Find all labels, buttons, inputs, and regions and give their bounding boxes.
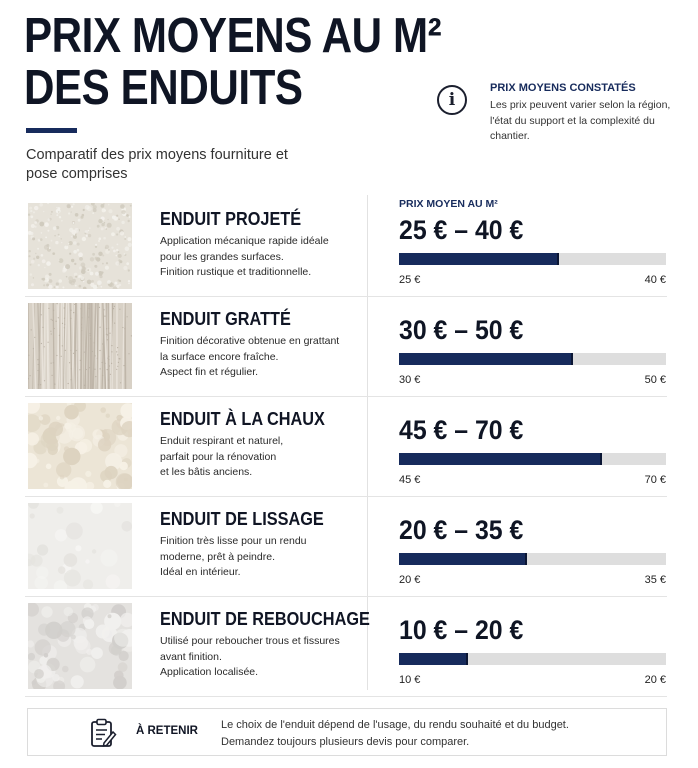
row-divider [25, 396, 667, 397]
row-description-line: Idéal en intérieur. [160, 566, 241, 578]
row-description-line: Finition très lisse pour un rendu [160, 535, 307, 547]
clipboard-icon [89, 718, 117, 748]
retain-label: À RETENIR [136, 725, 198, 737]
price-min: 30 € [399, 374, 421, 386]
price-min: 25 € [399, 274, 421, 286]
price-row [0, 398, 698, 498]
row-description-line: moderne, prêt à peindre. [160, 550, 275, 563]
row-divider [25, 696, 667, 697]
price-max: 35 € [644, 574, 666, 586]
price-bar-track [399, 453, 666, 465]
info-text: Les prix peuvent varier selon la région, l'état du support et la complexité du chantier. [490, 99, 671, 142]
texture-image [28, 603, 132, 689]
price-bar-fill [399, 653, 468, 665]
texture-image [28, 503, 132, 589]
price-max: 20 € [644, 674, 666, 686]
retain-text [221, 717, 569, 751]
row-description-line: Finition décorative obtenue en grattant [160, 335, 340, 347]
price-range: 25 € – 40 € [399, 215, 524, 245]
texture-image [28, 403, 132, 489]
row-title: ENDUIT PROJETÉ [160, 208, 302, 229]
subtitle: Comparatif des prix moyens fourniture et pose comprises [26, 147, 288, 182]
price-row [0, 198, 698, 298]
price-row [0, 498, 698, 598]
row-description [160, 234, 329, 281]
page-title [24, 10, 441, 114]
row-description-line: Enduit respirant et naturel, [160, 435, 284, 447]
price-bar-track [399, 353, 666, 365]
row-description-line: et les bâtis anciens. [160, 466, 253, 478]
title-line-1: PRIX MOYENS AU M² [24, 9, 442, 63]
row-description-line: Application localisée. [160, 666, 259, 678]
row-title: ENDUIT À LA CHAUX [160, 408, 325, 429]
price-bar-fill [399, 453, 602, 465]
price-column-header: PRIX MOYEN AU M² [399, 198, 498, 210]
row-description-line: Aspect fin et régulier. [160, 366, 259, 378]
price-min: 45 € [399, 474, 421, 486]
price-max: 70 € [644, 474, 666, 486]
row-description-line: Application mécanique rapide idéale [160, 235, 329, 247]
price-row [0, 598, 698, 698]
row-description [160, 634, 340, 681]
retain-text-line-2: Demandez toujours plusieurs devis pour comparer. [221, 736, 470, 748]
retain-text-line-1: Le choix de l'enduit dépend de l'usage, du rendu souhaité et du budget. [221, 719, 569, 731]
row-description-line: parfait pour la rénovation [160, 450, 277, 463]
row-title: ENDUIT GRATTÉ [160, 308, 291, 329]
price-range: 45 € – 70 € [399, 415, 524, 445]
row-description-line: la surface encore fraîche. [160, 350, 279, 363]
title-line-2: DES ENDUITS [24, 61, 303, 115]
info-title: PRIX MOYENS CONSTATÉS [490, 82, 636, 94]
row-description-line: Finition rustique et traditionnelle. [160, 266, 312, 278]
price-bar-track [399, 653, 666, 665]
retain-box [27, 708, 667, 756]
info-icon: i [437, 85, 467, 115]
title-accent-bar [26, 128, 77, 133]
price-bar-fill [399, 353, 573, 365]
price-range: 30 € – 50 € [399, 315, 524, 345]
row-divider [25, 496, 667, 497]
row-description [160, 534, 307, 581]
price-max: 40 € [644, 274, 666, 286]
texture-image [28, 203, 132, 289]
row-description-line: Utilisé pour reboucher trous et fissures [160, 635, 340, 647]
row-description [160, 434, 283, 481]
row-description-line: avant finition. [160, 650, 222, 663]
row-divider [25, 296, 667, 297]
price-max: 50 € [644, 374, 666, 386]
row-description-line: pour les grandes surfaces. [160, 250, 284, 263]
row-divider [25, 596, 667, 597]
texture-image [28, 303, 132, 389]
row-title: ENDUIT DE REBOUCHAGE [160, 608, 370, 629]
price-bar-fill [399, 553, 527, 565]
price-bar-track [399, 253, 666, 265]
row-description [160, 334, 339, 381]
price-range: 20 € – 35 € [399, 515, 524, 545]
price-range: 10 € – 20 € [399, 615, 524, 645]
price-min: 10 € [399, 674, 421, 686]
row-title: ENDUIT DE LISSAGE [160, 508, 324, 529]
price-bar-fill [399, 253, 559, 265]
price-min: 20 € [399, 574, 421, 586]
price-bar-track [399, 553, 666, 565]
price-row [0, 298, 698, 398]
